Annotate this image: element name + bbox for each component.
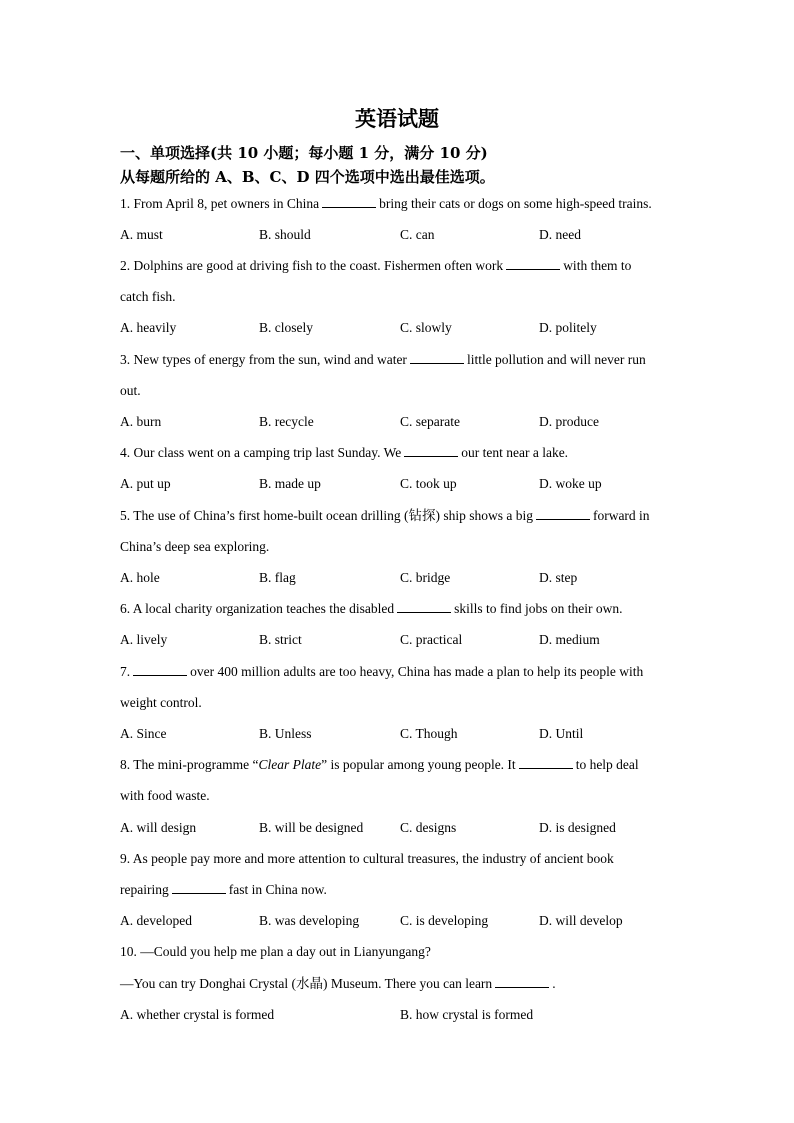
question-1: 1. From April 8, pet owners in China bring their cats or dogs on some high-speed trains. [120, 196, 652, 211]
question-3-continued: out. [120, 383, 141, 398]
option-a: A. developed [120, 913, 192, 928]
option-d: D. produce [539, 414, 599, 429]
section-instruction: 从每题所给的 A、B、C、D 四个选项中选出最佳选项。 [120, 168, 495, 186]
question-3: 3. New types of energy from the sun, wind and water little pollution and will never run [120, 352, 646, 367]
option-d: D. is designed [539, 820, 616, 835]
question-9-continued: repairing fast in China now. [120, 882, 327, 897]
question-9: 9. As people pay more and more attention to cultural treasures, the industry of ancient book [120, 851, 614, 866]
option-d: D. medium [539, 632, 600, 647]
option-c: C. slowly [400, 320, 452, 335]
question-2: 2. Dolphins are good at driving fish to the coast. Fishermen often work with them to [120, 258, 632, 273]
option-b: B. recycle [259, 414, 314, 429]
question-5: 5. The use of China’s first home-built ocean drilling (钻探) ship shows a big forward in [120, 508, 650, 523]
option-b: B. closely [259, 320, 313, 335]
option-d: D. step [539, 570, 578, 585]
question-2-continued: catch fish. [120, 289, 176, 304]
option-d: D. will develop [539, 913, 623, 928]
answer-blank [536, 507, 590, 520]
option-b: B. was developing [259, 913, 360, 928]
answer-blank [172, 881, 226, 894]
option-a: A. Since [120, 726, 167, 741]
option-c: C. designs [400, 820, 457, 835]
option-a: A. whether crystal is formed [120, 1007, 275, 1022]
option-b: B. will be designed [259, 820, 364, 835]
answer-blank [397, 600, 451, 613]
question-8-continued: with food waste. [120, 788, 210, 803]
question-8: 8. The mini-programme “Clear Plate” is popular among young people. It to help deal [120, 757, 639, 772]
option-c: C. Though [400, 726, 458, 741]
option-b: B. strict [259, 632, 302, 647]
answer-blank [410, 351, 464, 364]
option-d: D. politely [539, 320, 597, 335]
answer-blank [133, 663, 187, 676]
option-a: A. must [120, 227, 163, 242]
option-a: A. heavily [120, 320, 177, 335]
option-c: C. took up [400, 476, 457, 491]
answer-blank [506, 257, 560, 270]
option-a: A. will design [120, 820, 197, 835]
option-a: A. put up [120, 476, 171, 491]
question-10: 10. —Could you help me plan a day out in Lianyungang? [120, 944, 431, 959]
question-10-response: —You can try Donghai Crystal (水晶) Museum. There you can learn . [120, 976, 556, 991]
option-d: D. woke up [539, 476, 602, 491]
question-7-continued: weight control. [120, 695, 202, 710]
option-b: B. how crystal is formed [400, 1007, 534, 1022]
option-b: B. flag [259, 570, 296, 585]
option-d: D. need [539, 227, 581, 242]
option-a: A. hole [120, 570, 160, 585]
answer-blank [495, 975, 549, 988]
answer-blank [322, 195, 376, 208]
answer-blank [519, 756, 573, 769]
option-b: B. Unless [259, 726, 312, 741]
option-c: C. is developing [400, 913, 489, 928]
section-heading: 一、单项选择(共 10 小题；每小题 1 分，满分 10 分) [120, 144, 488, 162]
answer-blank [404, 444, 458, 457]
option-d: D. Until [539, 726, 584, 741]
option-c: C. separate [400, 414, 460, 429]
option-b: B. should [259, 227, 311, 242]
option-c: C. bridge [400, 570, 451, 585]
question-6: 6. A local charity organization teaches the disabled skills to find jobs on their own. [120, 601, 623, 616]
page-title: 英语试题 [355, 106, 439, 131]
question-5-continued: China’s deep sea exploring. [120, 539, 270, 554]
option-a: A. burn [120, 414, 162, 429]
question-4: 4. Our class went on a camping trip last Sunday. We our tent near a lake. [120, 445, 569, 460]
question-7: 7. over 400 million adults are too heavy, China has made a plan to help its people with [120, 664, 644, 679]
option-c: C. can [400, 227, 435, 242]
option-b: B. made up [259, 476, 321, 491]
option-a: A. lively [120, 632, 168, 647]
option-c: C. practical [400, 632, 463, 647]
